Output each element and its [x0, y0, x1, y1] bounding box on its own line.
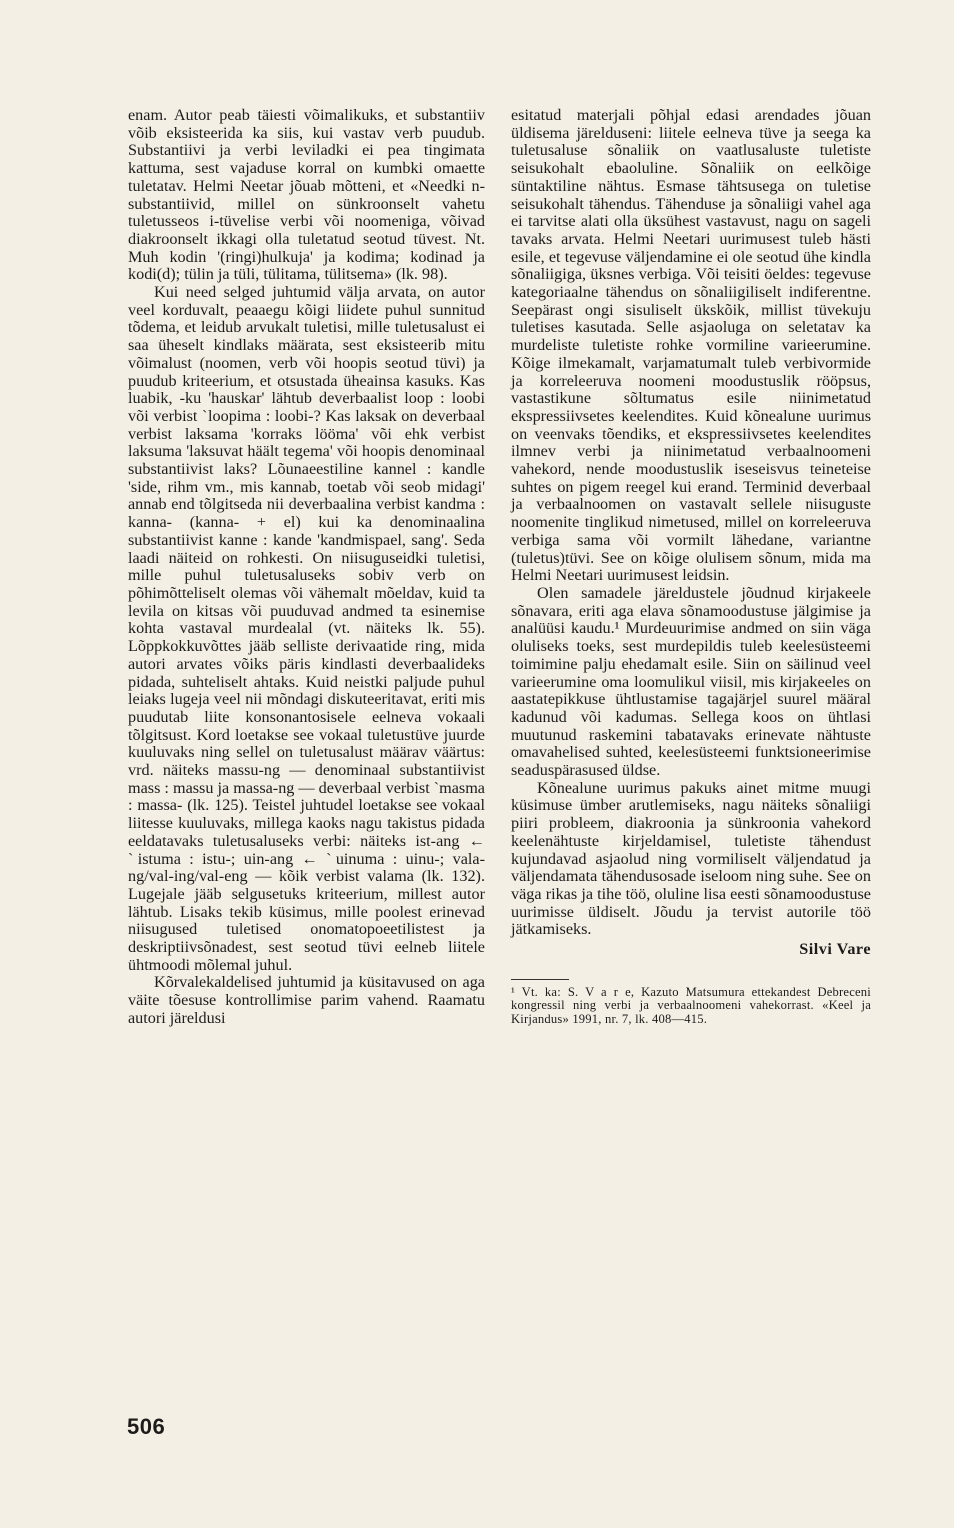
paragraph: Kõnealune uurimus pakuks ainet mitme muugi küsimuse ümber arutlemiseks, nagu näiteks sõnaliigi piiri probleem, diakroonia ja sünkroonia vahekord keelenähtuste kirjeldamisel, tuletiste tähendust kujundavad asjaolud ning vormiliselt väljendatud ja väljendamata tähendusosade iseloom ning suhe. See on väga rikas ja tihe töö, oluline lisa eesti sõnamoodustuse uurimisse üldiselt. Jõudu ja tervist autorile töö jätkamiseks. — [511, 778, 871, 939]
author-signature: Silvi Vare — [799, 940, 871, 959]
paragraph: enam. Autor peab täiesti võimalikuks, et substantiiv võib eksisteerida ka siis, kui vastav verb puudub. Substantiivi ja verbi leviladki ei pea tingimata kattuma, sest vajaduse korral on kumbki omaette tuletatav. Helmi Neetar jõuab mõtteni, et «Needki n-substantiivid, millel on sünkroonselt vahetu tuletusseos i-tüvelise verbi või noomeniga, võivad diakroonselt ikkagi olla tuletatud seotud tüvest. Nt. Muh kodin '(ringi)hulkuja' ja kodima; kodinad ja kodi(d); tülin ja tüli, tülitama, tülitsema» (lk. 98). — [128, 106, 485, 284]
paragraph: Kui need selged juhtumid välja arvata, on autor veel korduvalt, peaaegu kõigi liidete puhul sunnitud tõdema, et leidub arvukalt tuletisi, mille tuletusalust ei saa üheselt kindlaks määrata, sest eksisteerib mitu võimalust (noomen, verb või hoopis seotud tüvi) ja puudub kriteerium, et otsustada üheainsa kasuks. Kas luabik, -ku 'hauskar' lähtub deverbaalist loop : loobi või verbist ˋloopima : loobi-? Kas laksak on deverbaal verbist laksama 'korraks lööma' või ehk verbist laksuma 'laksuvat häält tegema' või hoopis denominaal substantiivist laks? Lõunaeestiline kannel : kandle 'side, rihm vm., mis kannab, toetab või seob midagi' annab end tõlgitseda nii deverbaalina verbist kandma : kanna- (kanna- + el) kui ka denominaalina substantiivist kanne : kande 'kandmispael, sang'. Seda laadi näiteid on rohkesti. On niisuguseidki tuletisi, mille puhul tuletusaluseks sobiv verb on põhimõtteliselt olemas või vähemalt mõeldav, kuid ta levila on kitsas või puuduvad andmed ta esinemise kohta vastaval murdealal (vt. näiteks lk. 55). Lõppkokkuvõttes jääb selliste derivaatide ring, mida autori arvates võiks päris kindlasti deverbaalideks pidada, suhteliselt ahtaks. Kuid neistki paljude puhul leiaks lugeja veel nii mõndagi diskuteeritavat, eriti mis puudutab liite konsonantosisele eelneva vokaali tõlgitsust. Kord loetakse see vokaal tuletustüve juurde kuuluvaks ning sellel on tuletusalust määrav väärtus: vrd. näiteks massu-ng — denominaal substantiivist mass : massu ja massa-ng — deverbaal verbist ˋmasma : massa- (lk. 125). Teistel juhtudel loetakse see vokaal liitesse kuuluvaks, millega kaoks nagu takistus pidada eeldatavaks tuletusaluseks verbi: näiteks ist-ang ← ˋistuma : istu-; uin-ang ← ˋuinuma : uinu-; vala-ng/val-ing/val-eng — kõik verbist valama (lk. 132). Lugejale jääb selgusetuks kriteerium, millest autor lähtub. Lisaks tekib küsimus, mille poolest erinevad niisugused tuletised onomatopoeetilistest ja deskriptiivsõnadest, sest seotud tüvi eelneb liitele ühtmoodi mõlemal juhul. — [128, 283, 485, 974]
footnote-divider — [511, 979, 569, 980]
paragraph: Olen samadele järeldustele jõudnud kirjakeele sõnavara, eriti aga elava sõnamoodustuse jälgimise ja analüüsi kaudu.¹ Murdeuurimise andmed on siin väga oluliseks toeks, sest murdepildis tuleb keelesüsteemi toimimine palju ehedamalt esile. Siin on säilinud veel varieerumine oma loomulikul viisil, mis kirjakeeles on aastatepikkuse ühtlustamise tagajärjel suurel määral kadunud või kadumas. Sellega koos on ühtlasi muutunud raskemini tabatavaks erinevate nähtuste omavahelised suhted, keelesüsteemi funktsioneerimise seaduspärasused üldse. — [511, 583, 871, 780]
text-column-right — [511, 107, 871, 1027]
page-number: 506 — [127, 1414, 166, 1439]
footnote: ¹ Vt. ka: S. V a r e, Kazuto Matsumura ettekandest Debreceni kongressil ning verbi ja verbaalnoomeni vahekorrast. «Keel ja Kirjandus» 1991, nr. 7, lk. 408—415. — [511, 984, 871, 1026]
text-column-left — [128, 107, 485, 1028]
paragraph: esitatud materjali põhjal edasi arendades jõuan üldisema järelduseni: liitele eelneva tüve ja seega ka tuletusaluse sõnaliik on vaatlusaluste tuletiste seisukohalt ebaoluline. Sõnaliik on eelkõige süntaktiline nähtus. Esmase tähtsusega on tuletise seisukohalt tähendus. Tähenduse ja sõnaliigi vahel aga ei tarvitse alati olla üksühest vastavust, nagu on sageli tavaks arvata. Helmi Neetari uurimusest tuleb hästi esile, et tegevuse väljendamine ei ole seotud ühe kindla sõnaliigiga, üksnes verbiga. Või teisiti öeldes: tegevuse kategoriaalne tähendus on sõnaliigiliselt indiferentne. Seepärast ongi sisuliselt ükskõik, millist tüvekuju tuletises kasutada. Selle asjaoluga on seletatav ka murdeliste tuletiste rohke vormiline varieerumine. Kõige ilmekamalt, varjamatumalt tuleb verbivormide ja korreleeruva noomeni moodustuslik rööpsus, vastastikune sõltumatus esile niinimetatud ekspressiivsetes keelendites. Kuid kõnealune uurimus on veenvaks tõendiks, et ekspressiivsetes keelendites ilmnev verbi ja niinimetatud verbaalnoomeni vahekord, nende moodustuslik iseseisvus teineteise suhtes on pigem reegel kui erand. Terminid deverbaal ja verbaalnoomen on vastavalt sellele niisuguste noomenite tinglikud nimetused, millel on korreleeruva verbiga sama või vormilt lähedane, variantne (tuletus)tüvi. See on kõige olulisem sõnum, mida ma Helmi Neetari uurimusest leidsin. — [511, 106, 871, 585]
paragraph: Kõrvalekaldelised juhtumid ja küsitavused on aga väite tõesuse kontrollimise parim vahend. Raamatu autori järeldusi — [128, 973, 485, 1027]
